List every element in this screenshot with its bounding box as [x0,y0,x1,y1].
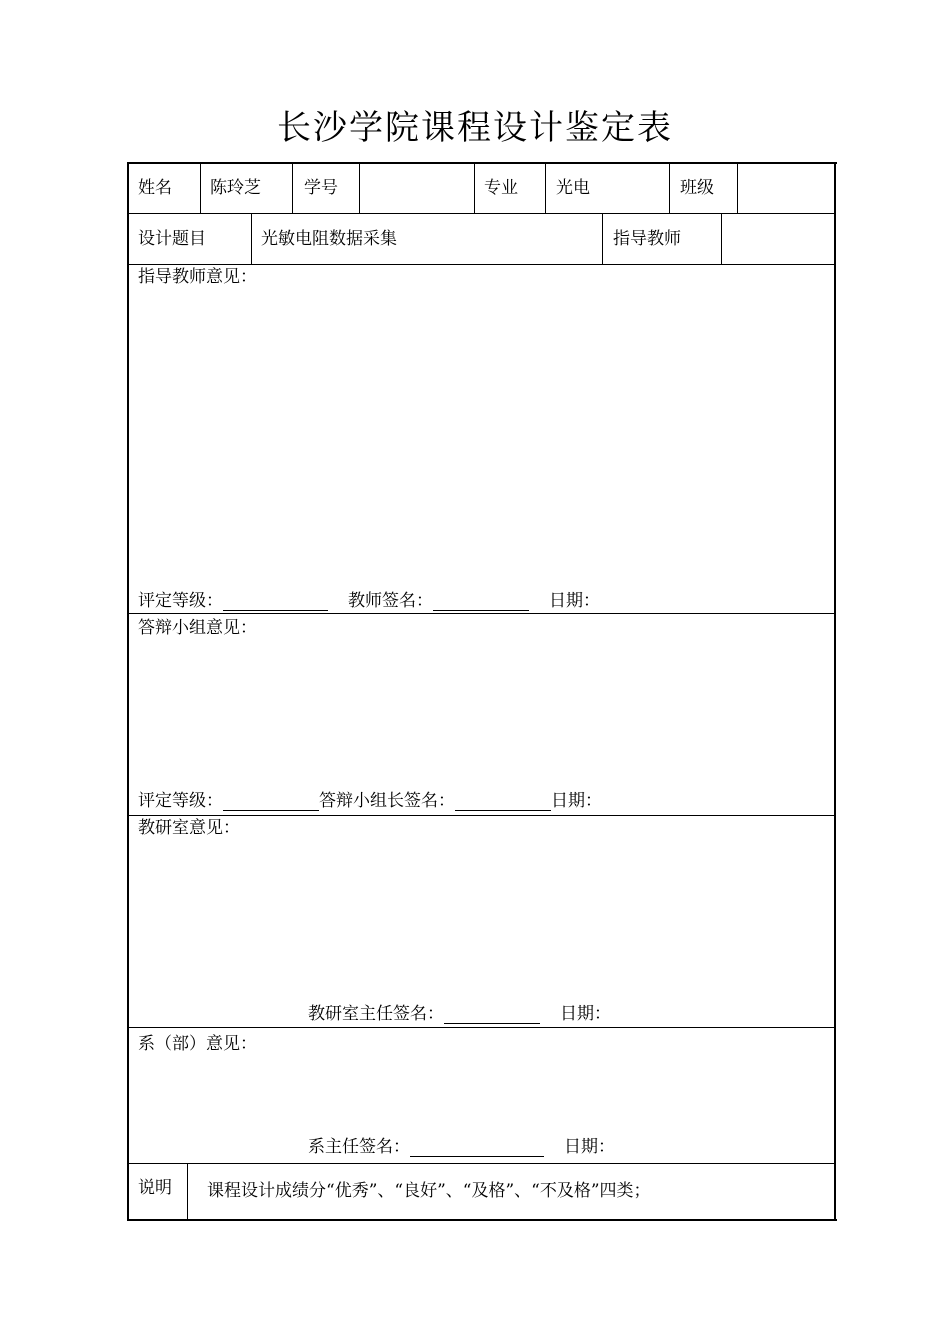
student-id-label: 学号 [304,178,338,198]
table-left-border [127,162,129,1221]
table-right-border [834,162,836,1221]
grade-label: 评定等级： [138,591,223,611]
cell-divider [602,214,603,264]
table-bottom-border [127,1219,837,1221]
cell-divider [200,163,201,213]
defense-leader-sign-label: 答辩小组长签名： [319,791,455,811]
defense-grade-line [138,791,602,811]
office-director-sign-label: 教研室主任签名： [308,1004,444,1024]
dept-sign-blank[interactable] [410,1138,544,1157]
defense-sign-blank[interactable] [455,792,551,811]
office-sign-blank[interactable] [444,1005,540,1024]
teacher-sign-label: 教师签名： [348,591,433,611]
date-label: 日期： [549,591,600,611]
form-title: 长沙学院课程设计鉴定表 [277,108,673,148]
row-divider [127,213,836,214]
major-label: 专业 [484,178,518,198]
note-text: 课程设计成绩分“优秀”、“良好”、“及格”、“不及格”四类； [207,1181,651,1201]
cell-divider [669,163,670,213]
table-top-border [127,162,837,164]
cell-divider [474,163,475,213]
name-label: 姓名 [138,178,172,198]
grade-blank[interactable] [223,592,328,611]
cell-divider [251,214,252,264]
date-label: 日期： [551,791,602,811]
advisor-grade-line [138,591,600,611]
advisor-opinion-heading: 指导教师意见： [138,267,257,287]
topic-value[interactable]: 光敏电阻数据采集 [261,229,397,249]
cell-divider [359,163,360,213]
cell-divider [721,214,722,264]
cell-divider [292,163,293,213]
office-opinion-heading: 教研室意见： [138,818,240,838]
grade-label: 评定等级： [138,791,223,811]
office-sign-line [308,1004,611,1024]
dept-sign-line [308,1137,615,1157]
dept-head-sign-label: 系主任签名： [308,1137,410,1157]
cell-divider [187,1164,188,1219]
topic-label: 设计题目 [138,229,206,249]
class-label: 班级 [680,178,714,198]
cell-divider [545,163,546,213]
name-value[interactable]: 陈玲芝 [210,178,261,198]
note-label: 说明 [138,1178,172,1198]
major-value[interactable]: 光电 [556,178,590,198]
grade-blank[interactable] [223,792,319,811]
row-divider [127,1027,836,1028]
teacher-sign-blank[interactable] [433,592,529,611]
cell-divider [737,163,738,213]
defense-opinion-heading: 答辩小组意见： [138,618,257,638]
date-label: 日期： [560,1004,611,1024]
row-divider [127,1163,836,1164]
advisor-label: 指导教师 [613,229,681,249]
row-divider [127,264,836,265]
date-label: 日期： [564,1137,615,1157]
row-divider [127,815,836,816]
dept-opinion-heading: 系（部）意见： [138,1034,257,1054]
row-divider [127,613,836,614]
